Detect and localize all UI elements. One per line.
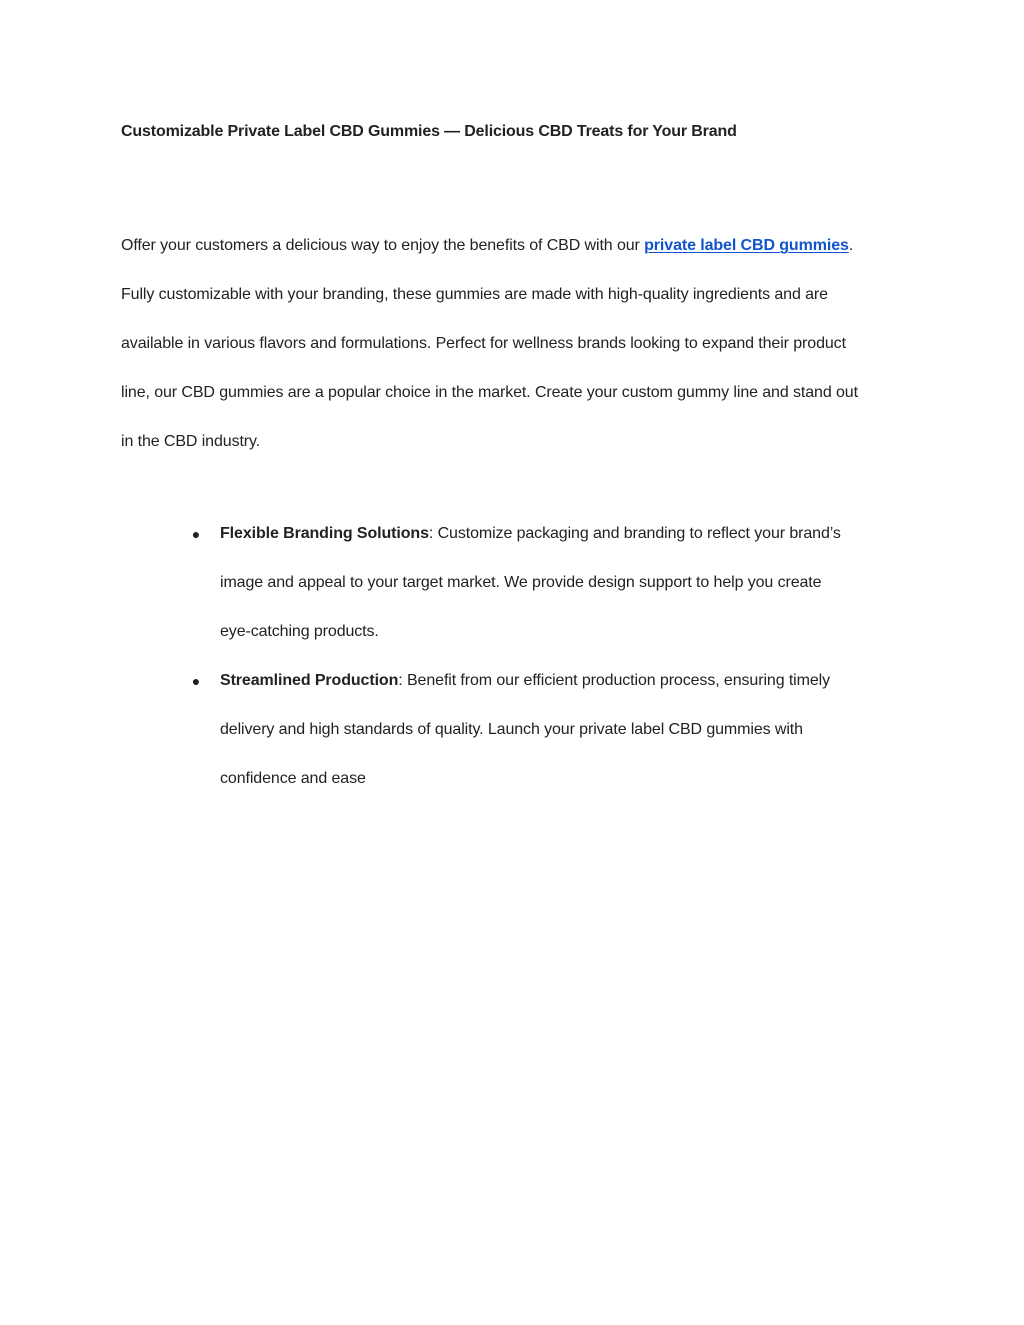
bullet-line (220, 667, 910, 716)
bullet-line: image and appeal to your target market. We provide design support to help you create (220, 574, 822, 591)
bullet-description: : Customize packaging and branding to reflect your brand’s (428, 525, 841, 542)
list-item (0, 667, 1024, 814)
bullet-marker: ● (191, 673, 201, 689)
list-item (0, 520, 1024, 667)
bullet-line: eye-catching products. (220, 623, 379, 640)
intro-line: Fully customizable with your branding, these gummies are made with high-quality ingredients and are (121, 286, 828, 303)
bullet-description: : Benefit from our efficient production process, ensuring timely (398, 672, 831, 689)
intro-line (121, 221, 911, 270)
intro-line: available in various flavors and formulations. Perfect for wellness brands looking to expand their product (121, 335, 846, 352)
bullet-text (220, 520, 910, 667)
bullet-line: confidence and ease (220, 770, 366, 787)
bullet-text (220, 667, 910, 814)
bullet-marker: ● (191, 526, 201, 542)
document-title: Customizable Private Label CBD Gummies — Delicious CBD Treats for Your Brand (121, 123, 737, 140)
bullet-heading: Streamlined Production (220, 672, 399, 689)
intro-text: Offer your customers a delicious way to enjoy the benefits of CBD with our (121, 237, 645, 254)
bullet-line (220, 520, 910, 569)
intro-line: line, our CBD gummies are a popular choice in the market. Create your custom gummy line and stand out (121, 384, 858, 401)
private-label-cbd-gummies-link[interactable]: private label CBD gummies (644, 237, 849, 254)
feature-bullet-list (0, 520, 1024, 814)
intro-text: . (848, 237, 854, 254)
intro-paragraph (121, 221, 911, 466)
intro-line: in the CBD industry. (121, 433, 261, 450)
bullet-heading: Flexible Branding Solutions (220, 525, 429, 542)
bullet-line: delivery and high standards of quality. Launch your private label CBD gummies with (220, 721, 803, 738)
